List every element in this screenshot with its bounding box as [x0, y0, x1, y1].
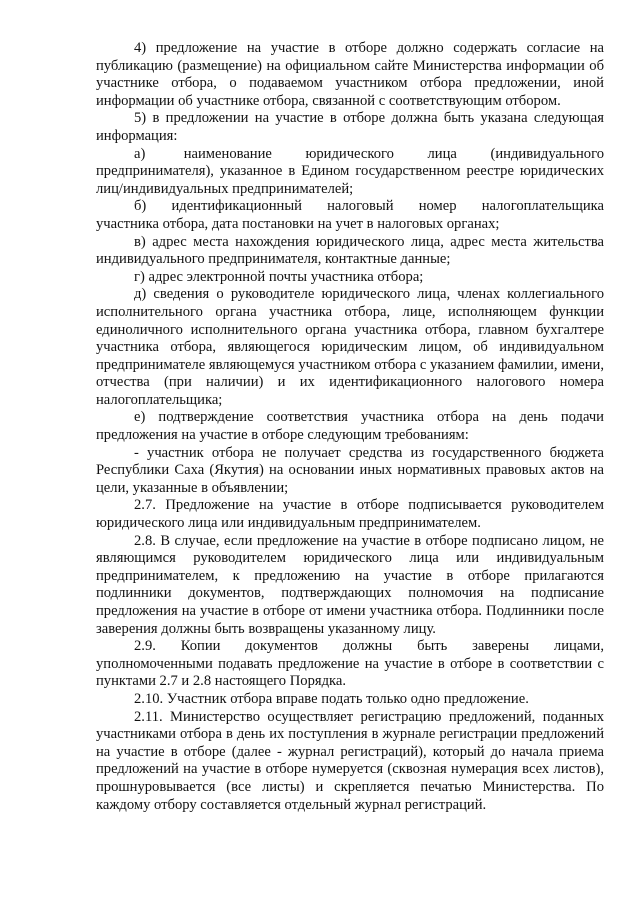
paragraph-item-a-name: а) наименование юридического лица (индивидуального предпринимателя), указанное в Едином государственном реестре юридических лиц/индивидуальных предпринимателей;: [96, 145, 604, 197]
paragraph-item-e-compliance: е) подтверждение соответствия участника отбора на день подачи предложения на участие в отборе следующим требованиям:: [96, 409, 604, 444]
paragraph-item-g-email: г) адрес электронной почты участника отбора;: [134, 268, 424, 285]
paragraph-item-b-inn: б) идентификационный налоговый номер налогоплательщика участника отбора, дата постановки на учет в налоговых органах;: [96, 198, 604, 232]
paragraph-2-11-registration: 2.11. Министерство осуществляет регистрацию предложений, поданных участниками отбора в день их поступления в журнале регистрации предложений на участие в отборе (далее - журнал регистраций), который до начала приема предложений на участие в отборе нумеруется (сквозная нумерация всех листов), прошнуровывается (все листы) и скрепляется печатью Министерства. По каждому отбору составляется отдельный журнал регистраций.: [96, 708, 604, 813]
paragraph-2-7-signature: 2.7. Предложение на участие в отборе подписывается руководителем юридического лица или индивидуальным предпринимателем.: [96, 497, 604, 532]
paragraph-item-v-address: в) адрес места нахождения юридического лица, адрес места жительства индивидуального предпринимателя, контактные данные;: [96, 233, 604, 268]
paragraph-2-10-single-proposal: 2.10. Участник отбора вправе подать только одно предложение.: [134, 690, 529, 707]
paragraph-item-d-management: д) сведения о руководителе юридического лица, членах коллегиального исполнительного органа участника отбора, лице, исполняющем функции единоличного исполнительного органа участника отбора, главном бухгалтере участника отбора, являющегося юридическим лицом, об индивидуальном предпринимателе являющемуся участником отбора с указанием фамилии, имени, отчества (при наличии) и их идентификационного налогового номера налогоплательщика;: [96, 286, 604, 408]
paragraph-consent-publication: 4) предложение на участие в отборе должно содержать согласие на публикацию (размещение) на официальном сайте Министерства информации об участнике отбора, о подаваемом участником отбора предложении, иной информации об участнике отбора, связанной с соответствующим отбором.: [96, 40, 604, 109]
paragraph-2-9-copies: 2.9. Копии документов должны быть заверены лицами, уполномоченными подавать предложение на участие в отборе в соответствии с пунктами 2.7 и 2.8 настоящего Порядка.: [96, 638, 604, 690]
document-page: [96, 40, 604, 814]
paragraph-requirement-no-funds: - участник отбора не получает средства из государственного бюджета Республики Саха (Якутия) на основании иных нормативных правовых актов на цели, указанные в объявлении;: [96, 444, 604, 496]
paragraph-2-8-authority: 2.8. В случае, если предложение на участие в отборе подписано лицом, не являющимся руководителем юридического лица или индивидуальным предпринимателем, к предложению на участие в отборе прилагаются подлинники документов, подтверждающих полномочия на подписание предложения на участие в отборе от имени участника отбора. Подлинники после заверения должны быть возвращены указанному лицу.: [96, 532, 604, 637]
paragraph-required-information: 5) в предложении на участие в отборе должна быть указана следующая информация:: [96, 110, 604, 144]
